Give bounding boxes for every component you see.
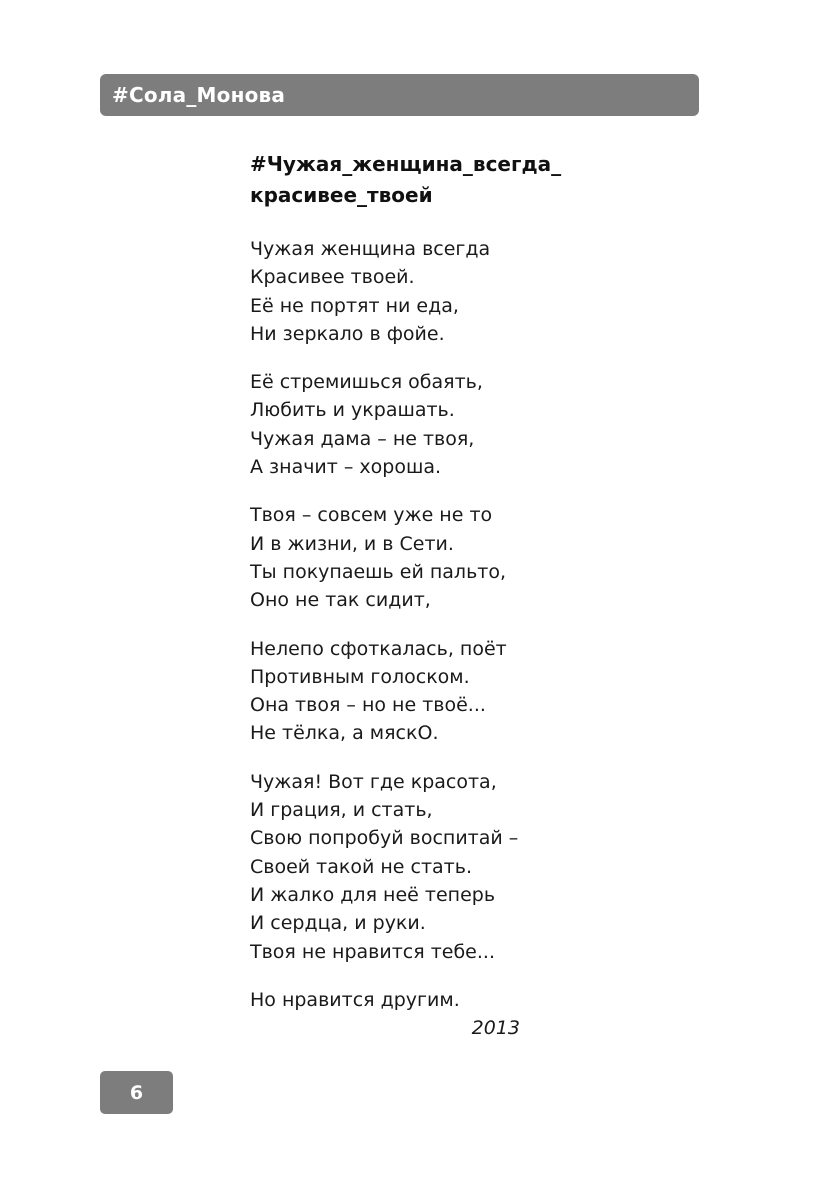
poem-line: Красивее твоей. [250,266,415,289]
poem-line: Её не портят ни еда, [250,294,459,317]
poem-line: Ни зеркало в фойе. [250,322,445,345]
page-number-badge [100,1071,173,1114]
poem-line: Свою попробуй воспитай – [250,827,519,850]
poem-title-line: #Чужая_женщина_всегда_ [250,152,562,176]
poem-line: И грация, и стать, [250,799,433,822]
poem-line: Её стремишься обаять, [250,371,483,394]
poem-line: Твоя – совсем уже не то [250,504,493,527]
poem-year: 2013 [471,1017,520,1039]
author-tag: #Сола_Монова [112,83,286,107]
poem-line: И сердца, и руки. [250,912,426,935]
stanza [250,368,670,481]
poem-line: Но нравится другим. [250,988,460,1011]
poem-title [250,149,670,211]
poem-line: А значит – хороша. [250,456,442,479]
poem-body [250,235,670,1034]
stanza [250,635,670,748]
stanza [250,235,670,348]
poem-line: Своей такой не стать. [250,855,472,878]
poem-line: Чужая дама – не твоя, [250,427,475,450]
page-number: 6 [129,1081,144,1104]
poem-line: Чужая женщина всегда [250,238,491,260]
poem-title-line: красивее_твоей [250,183,433,207]
poem-line: Противным голоском. [250,665,470,688]
poem-line: Не тёлка, а мяскО. [250,722,439,745]
poem-line: Твоя не нравится тебе... [250,940,495,963]
poem-line: Она твоя – но не твоё... [250,694,486,717]
running-header [100,74,699,116]
stanza [250,768,670,966]
stanza [250,986,670,1014]
poem-line: И в жизни, и в Сети. [250,532,454,555]
poem-line: Ты покупаешь ей пальто, [250,560,507,583]
stanza [250,501,670,614]
poem-line: И жалко для неё теперь [250,883,496,906]
poem-line: Чужая! Вот где красота, [250,770,497,793]
poem-line: Нелепо сфоткалась, поёт [250,637,507,660]
poem-line: Любить и украшать. [250,399,455,422]
poem-line: Оно не так сидит, [250,589,431,612]
